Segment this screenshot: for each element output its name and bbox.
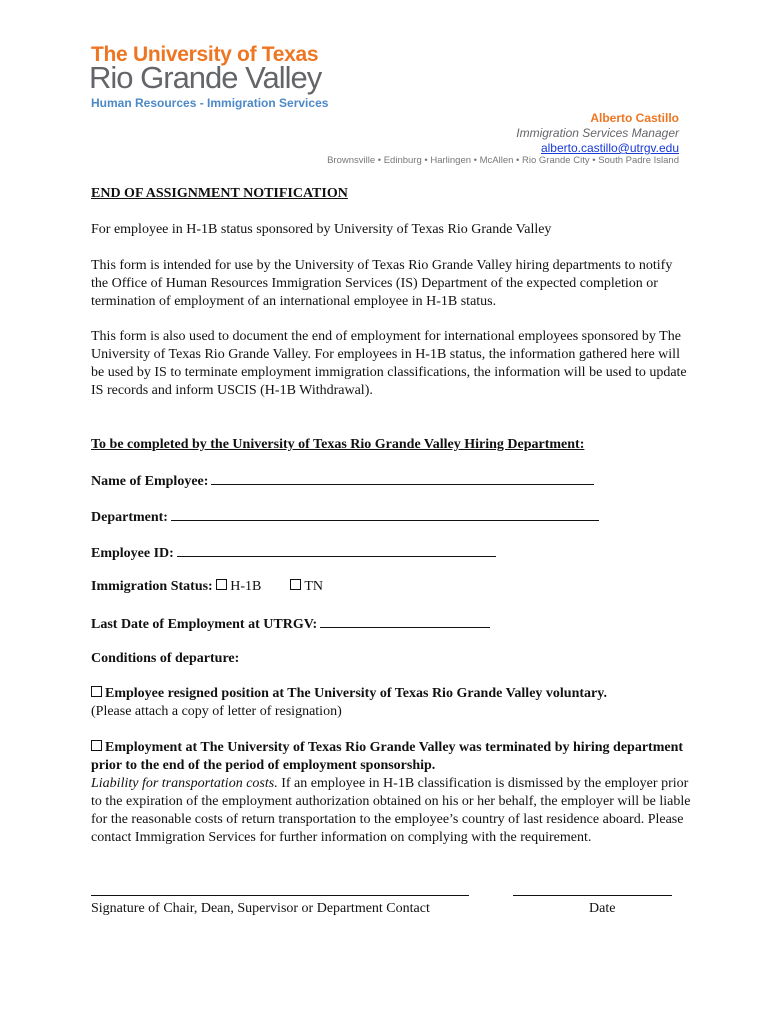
h1b-checkbox[interactable] bbox=[216, 579, 227, 590]
condition-terminated bbox=[91, 739, 691, 847]
liability-text: If an employee in H-1B classification is dismissed by the employer prior to the expiration of the employment authorization obtained on his or her behalf, the employer will be liable for the reasonable costs of return transportation to the employee’s country of last residence aboard. Please contact Immigration Services for further information on complying with the requirement. bbox=[91, 776, 691, 845]
field-immigration-status bbox=[91, 578, 323, 596]
condition-resigned bbox=[91, 685, 607, 703]
resigned-checkbox[interactable] bbox=[91, 686, 102, 697]
intro-paragraph-1: This form is intended for use by the University of Texas Rio Grande Valley hiring departments to notify the Office of Human Resources Immigration Services (IS) Department of the expected completion or termination of employment of an international employee in H-1B status. bbox=[91, 258, 673, 309]
tn-option-label: TN bbox=[304, 579, 324, 594]
department-label: Department: bbox=[91, 510, 168, 525]
department-input-line[interactable] bbox=[171, 507, 599, 521]
date-label: Date bbox=[589, 901, 616, 916]
conditions-label: Conditions of departure: bbox=[91, 651, 240, 666]
logo-university-line: The University of Texas bbox=[91, 43, 319, 66]
field-department bbox=[91, 507, 599, 527]
last-date-input-line[interactable] bbox=[320, 614, 490, 628]
field-last-date bbox=[91, 614, 490, 634]
section-heading: To be completed by the University of Texas Rio Grande Valley Hiring Department: bbox=[91, 437, 585, 452]
logo-campus-line: Rio Grande Valley bbox=[89, 60, 322, 95]
liability-heading: Liability for transportation costs. bbox=[91, 776, 278, 791]
field-name-of-employee bbox=[91, 471, 594, 491]
form-title: END OF ASSIGNMENT NOTIFICATION bbox=[91, 186, 348, 201]
signature-label: Signature of Chair, Dean, Supervisor or Department Contact bbox=[91, 901, 430, 916]
campus-list: Brownsville • Edinburg • Harlingen • McAllen • Rio Grande City • South Padre Island bbox=[327, 155, 679, 166]
terminated-text: Employment at The University of Texas Rio Grande Valley was terminated by hiring department prior to the end of the period of employment sponsorship. bbox=[91, 740, 684, 773]
tn-checkbox[interactable] bbox=[290, 579, 301, 590]
h1b-option-label: H-1B bbox=[230, 579, 262, 594]
contact-title: Immigration Services Manager bbox=[516, 126, 679, 140]
signature-line[interactable] bbox=[91, 895, 469, 896]
resigned-text: Employee resigned position at The University of Texas Rio Grande Valley voluntary. bbox=[105, 686, 607, 701]
contact-name: Alberto Castillo bbox=[590, 111, 679, 125]
intro-paragraph-2: This form is also used to document the end of employment for international employees sponsored by The University of Texas Rio Grande Valley. For employees in H-1B status, the information gathered here will be used by IS to terminate employment immigration classifications, the information will be used to update IS records and inform USCIS (H-1B Withdrawal). bbox=[91, 329, 687, 398]
contact-email-link[interactable]: alberto.castillo@utrgv.edu bbox=[540, 141, 679, 155]
employee-id-input-line[interactable] bbox=[177, 543, 496, 557]
employee-id-label: Employee ID: bbox=[91, 546, 174, 561]
name-label: Name of Employee: bbox=[91, 474, 209, 489]
form-subtitle: For employee in H-1B status sponsored by University of Texas Rio Grande Valley bbox=[91, 222, 552, 237]
field-employee-id bbox=[91, 543, 496, 563]
name-input-line[interactable] bbox=[211, 471, 594, 485]
immigration-status-label: Immigration Status: bbox=[91, 579, 213, 594]
date-line[interactable] bbox=[513, 895, 672, 896]
department-name: Human Resources - Immigration Services bbox=[91, 96, 329, 110]
last-date-label: Last Date of Employment at UTRGV: bbox=[91, 617, 318, 632]
resigned-note: (Please attach a copy of letter of resignation) bbox=[91, 704, 342, 719]
terminated-checkbox[interactable] bbox=[91, 740, 102, 751]
